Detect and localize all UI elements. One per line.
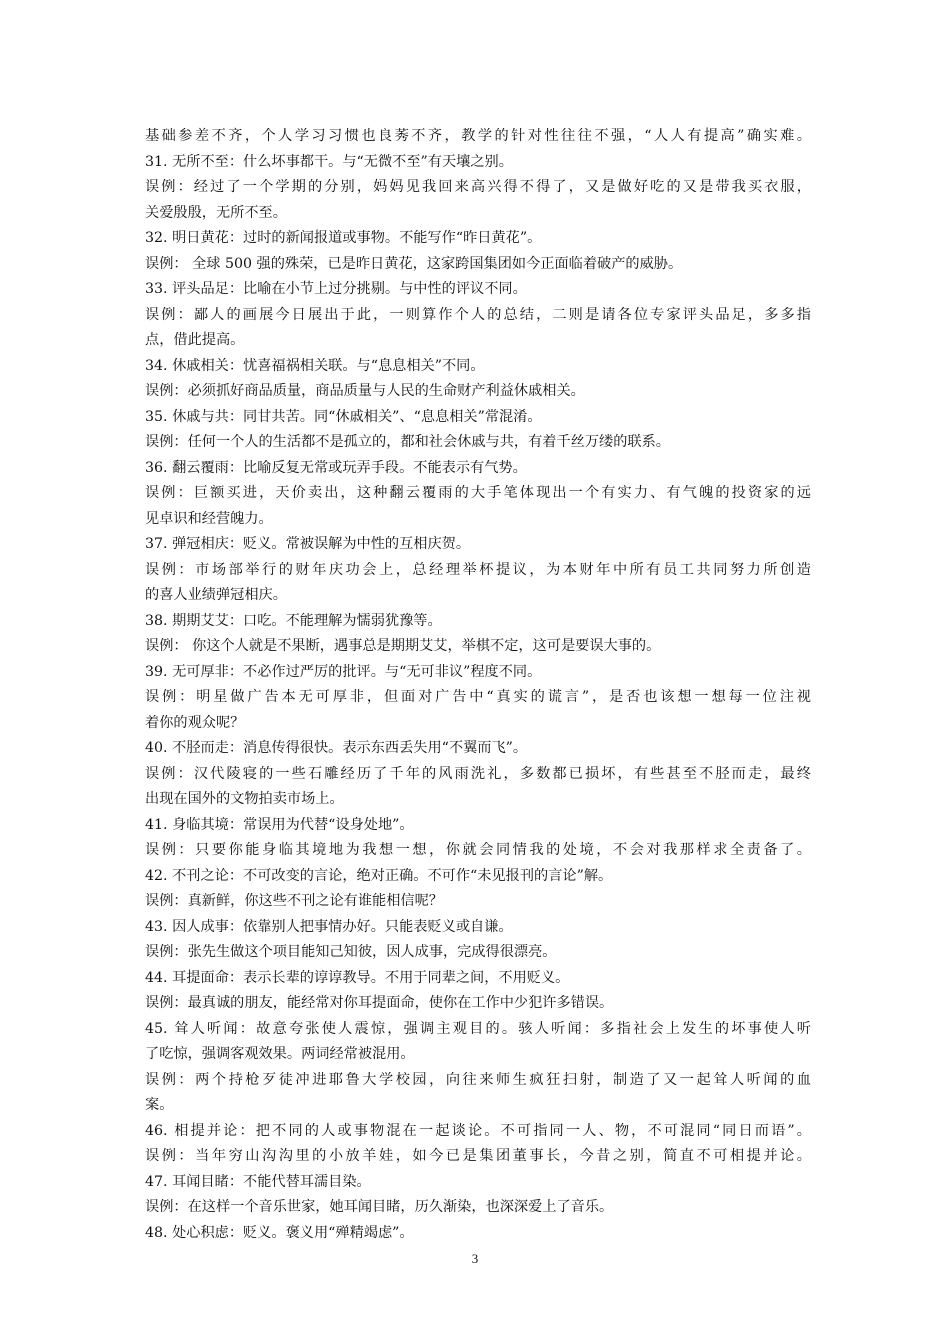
text-line: 43. 因人成事：依靠别人把事情办好。只能表贬义或自谦。 bbox=[145, 918, 513, 935]
text-line: 48. 处心积虑：贬义。褒义用“殚精竭虑”。 bbox=[145, 1224, 414, 1241]
text-line: 误例：明星做广告本无可厚非，但面对广告中“真实的谎言”，是否也该想一想每一位注视 bbox=[145, 689, 811, 705]
text-line: 误例：汉代陵寝的一些石雕经历了千年的风雨洗礼，多数都已损坏，有些甚至不胫而走，最终 bbox=[145, 765, 811, 782]
text-line: 误例：当年穷山沟沟里的小放羊娃，如今已是集团董事长，今昔之别，简直不可相提并论。 bbox=[145, 1148, 811, 1164]
text-line: 44. 耳提面命：表示长辈的谆谆教导。不用于同辈之间，不用贬义。 bbox=[145, 969, 570, 986]
text-line: 误例：两个持枪歹徒冲进耶鲁大学校园，向往来师生疯狂扫射，制造了又一起耸人听闻的血 bbox=[145, 1071, 811, 1088]
text-line: 案。 bbox=[145, 1097, 174, 1113]
text-line: 32. 明日黄花：过时的新闻报道或事物。不能写作“昨日黄花”。 bbox=[145, 230, 542, 246]
text-line: 误例：最真诚的朋友，能经常对你耳提面命，使你在工作中少犯许多错误。 bbox=[145, 995, 614, 1011]
text-line: 误例：任何一个人的生活都不是孤立的，都和社会休戚与共，有着千丝万缕的联系。 bbox=[145, 434, 670, 450]
text-line: 误例：经过了一个学期的分别，妈妈见我回来高兴得不得了，又是做好吃的又是带我买衣服， bbox=[145, 179, 811, 195]
text-line: 关爱殷殷，无所不至。 bbox=[145, 204, 287, 221]
text-line: 误例：真新鲜，你这些不刊之论有谁能相信呢？ bbox=[145, 893, 443, 909]
text-line: 41. 身临其境：常误用为代替“设身处地”。 bbox=[145, 816, 414, 833]
text-line: 出现在国外的文物拍卖市场上。 bbox=[145, 791, 344, 807]
text-line: 36. 翻云覆雨：比喻反复无常或玩弄手段。不能表示有气势。 bbox=[145, 459, 527, 476]
text-line: 34. 休戚相关：忧喜福祸相关联。与“息息相关”不同。 bbox=[145, 357, 485, 374]
text-line: 点，借此提高。 bbox=[145, 332, 245, 348]
text-line: 误例：在这样一个音乐世家，她耳闻目睹，历久渐染，也深深爱上了音乐。 bbox=[145, 1199, 614, 1215]
text-line: 见卓识和经营魄力。 bbox=[145, 510, 273, 527]
text-line: 基础参差不齐，个人学习习惯也良莠不齐，教学的针对性往往不强，“人人有提高”确实难。 bbox=[145, 128, 811, 144]
text-line: 46. 相提并论：把不同的人或事物混在一起谈论。不可指同一人、物，不可混同“同日而语”。 bbox=[145, 1122, 811, 1139]
text-line: 误例： 你这个人就是不果断，遇事总是期期艾艾，举棋不定，这可是要误大事的。 bbox=[145, 638, 661, 654]
text-line: 误例：只要你能身临其境地为我想一想，你就会同情我的处境，不会对我那样求全责备了。 bbox=[145, 842, 811, 858]
text-line: 误例：张先生做这个项目能知己知彼，因人成事，完成得很漂亮。 bbox=[145, 944, 557, 960]
page-number: 3 bbox=[471, 1251, 479, 1266]
text-line: 40. 不胫而走：消息传得很快。表示东西丢失用“不翼而飞”。 bbox=[145, 740, 528, 756]
text-line: 误例：鄙人的画展今日展出于此，一则算作个人的总结，二则是请各位专家评头品足，多多指 bbox=[145, 306, 811, 323]
text-line: 42. 不刊之论：不可改变的言论，绝对正确。不可作“未见报刊的言论”解。 bbox=[145, 867, 613, 884]
text-line: 了吃惊，强调客观效果。两词经常被混用。 bbox=[145, 1046, 415, 1062]
text-line: 39. 无可厚非：不必作过严厉的批评。与“无可非议”程度不同。 bbox=[145, 663, 542, 680]
text-line: 着你的观众呢？ bbox=[145, 714, 245, 731]
page-body bbox=[145, 124, 811, 1246]
text-line: 35. 休戚与共：同甘共苦。同“休戚相关”、“息息相关”常混淆。 bbox=[145, 408, 542, 425]
text-line: 31. 无所不至：什么坏事都干。与“无微不至”有天壤之别。 bbox=[145, 153, 513, 170]
text-line: 37. 弹冠相庆：贬义。常被误解为中性的互相庆贺。 bbox=[145, 536, 471, 552]
text-line: 的喜人业绩弹冠相庆。 bbox=[145, 587, 287, 603]
text-line: 33. 评头品足：比喻在小节上过分挑剔。与中性的评议不同。 bbox=[145, 281, 527, 297]
text-line: 38. 期期艾艾：口吃。不能理解为懦弱犹豫等。 bbox=[145, 612, 442, 629]
text-line: 误例：必须抓好商品质量，商品质量与人民的生命财产利益休戚相关。 bbox=[145, 383, 585, 399]
text-line: 45. 耸人听闻：故意夸张使人震惊，强调主观目的。骇人听闻：多指社会上发生的坏事使人听 bbox=[145, 1020, 811, 1037]
text-line: 误例：巨额买进，天价卖出，这种翻云覆雨的大手笔体现出一个有实力、有气魄的投资家的远 bbox=[145, 485, 811, 501]
text-line: 误例：市场部举行的财年庆功会上，总经理举杯提议，为本财年中所有员工共同努力所创造 bbox=[145, 561, 811, 578]
text-line: 47. 耳闻目睹：不能代替耳濡目染。 bbox=[145, 1173, 371, 1190]
text-line: 误例： 全球 500 强的殊荣，已是昨日黄花，这家跨国集团如今正面临着破产的威胁。 bbox=[145, 255, 683, 272]
